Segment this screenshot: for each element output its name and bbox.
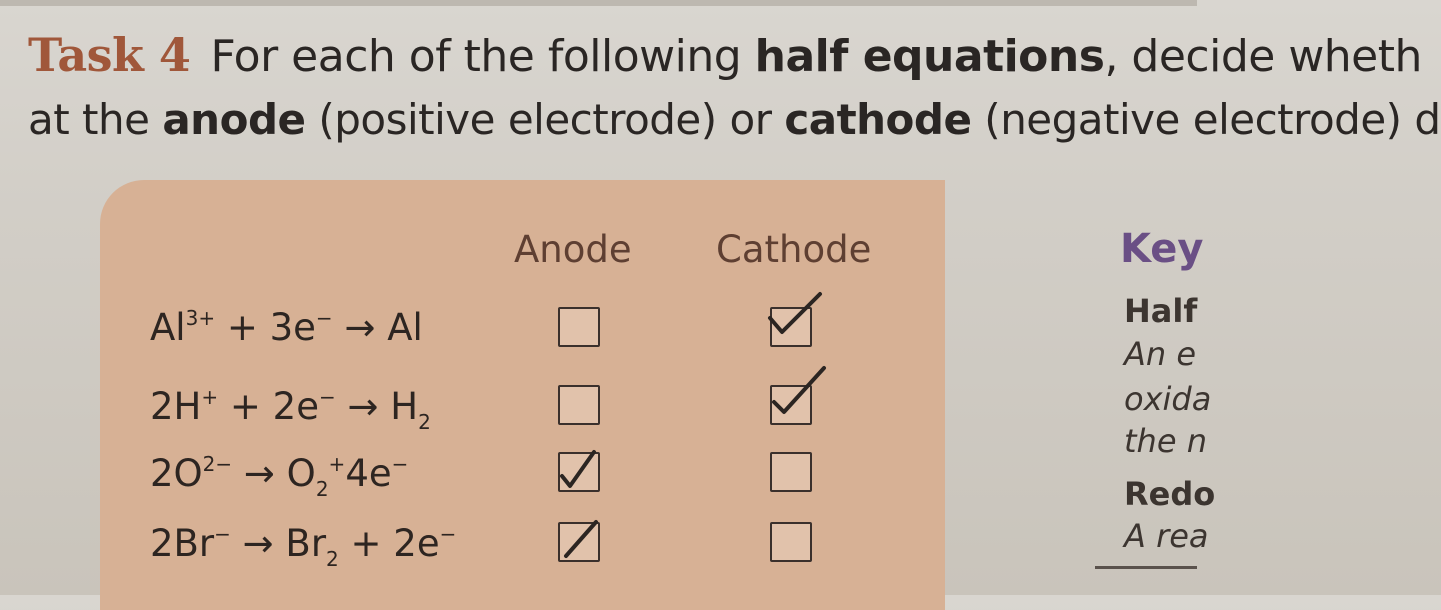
key-line-2: An e xyxy=(1124,335,1197,373)
checkmark-icon xyxy=(768,364,828,424)
cathode-checkbox-4[interactable] xyxy=(770,522,812,562)
equation-row-4: $2Br^- \to Br_2 + 2e^-$ xyxy=(150,522,457,571)
key-line-4: the n xyxy=(1124,422,1207,460)
key-line-half: Half xyxy=(1124,292,1198,330)
equation-row-1: $Al^{3+} + 3e^- \to Al$ xyxy=(150,306,423,349)
checkmark-icon xyxy=(556,438,616,498)
checkmark-icon xyxy=(556,508,616,568)
cathode-bold: cathode xyxy=(784,95,972,144)
key-line-3: oxida xyxy=(1124,380,1212,418)
half-equations-bold: half equations xyxy=(754,31,1105,82)
equation-row-2: $2H^+ + 2e^- \to H_2$ xyxy=(150,385,431,434)
anode-bold: anode xyxy=(162,95,306,144)
instruction-text-mid: (positive electrode) or xyxy=(305,95,785,144)
task-label: Task 4 xyxy=(28,28,191,82)
instruction-text: at the xyxy=(28,95,163,144)
anode-column-header: Anode xyxy=(514,228,632,271)
instruction-text-end: , decide wheth xyxy=(1104,31,1422,82)
task-instruction-line-2 xyxy=(28,95,1441,144)
checkmark-icon xyxy=(766,288,826,348)
cathode-checkbox-3[interactable] xyxy=(770,452,812,492)
anode-checkbox-2[interactable] xyxy=(558,385,600,425)
key-line-redox: Redo xyxy=(1124,475,1216,513)
task-instruction-line-1 xyxy=(28,28,1422,82)
key-underline xyxy=(1095,566,1197,569)
key-line-6: A rea xyxy=(1124,517,1209,555)
instruction-text-end: (negative electrode) d xyxy=(971,95,1441,144)
anode-checkbox-1[interactable] xyxy=(558,307,600,347)
equation-row-3: $2O^{2-} \to O_2^+4e^-$ xyxy=(150,452,409,501)
instruction-text: For each of the following xyxy=(210,31,755,82)
cathode-column-header: Cathode xyxy=(716,228,872,271)
top-rule xyxy=(0,0,1197,6)
key-heading: Key xyxy=(1120,226,1204,272)
